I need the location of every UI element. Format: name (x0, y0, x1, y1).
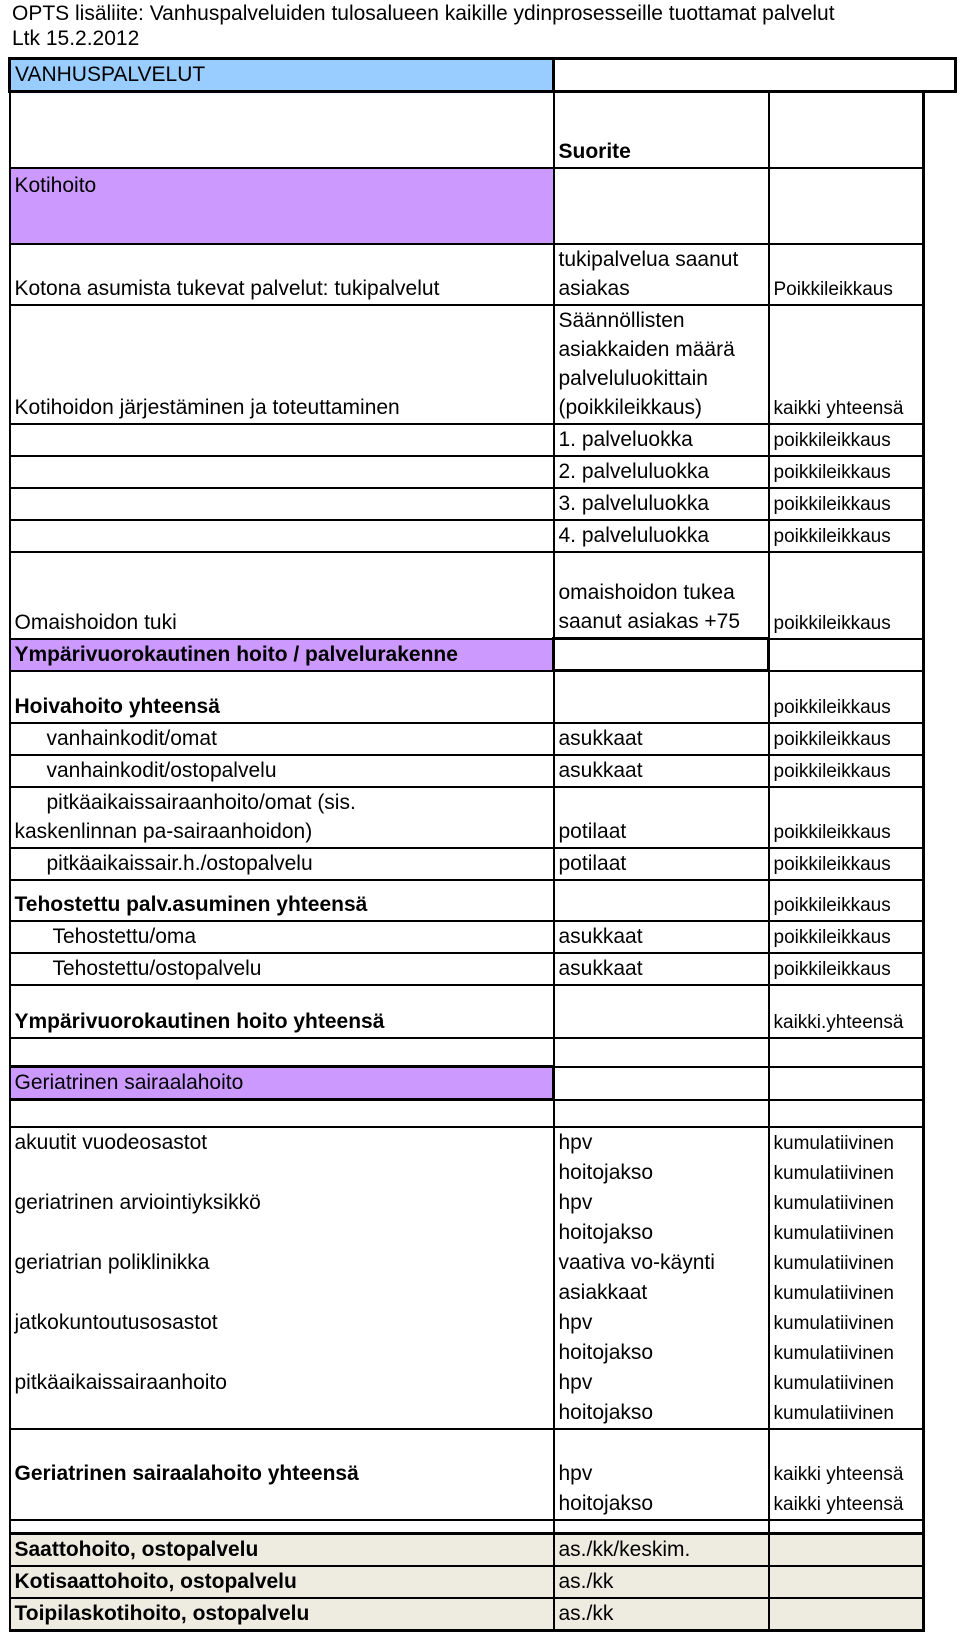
row-type: poikkileikkaus (769, 552, 924, 639)
row-suorite: asukkaat (554, 755, 769, 787)
row-type: poikkileikkaus (769, 456, 924, 488)
row-name: Kotona asumista tukevat palvelut: tukipalvelut (10, 244, 554, 305)
table-row (10, 1248, 956, 1278)
table-row (10, 880, 956, 921)
row-suorite: 4. palveluluokka (554, 520, 769, 552)
row-type: poikkileikkaus (769, 755, 924, 787)
table-row (10, 456, 956, 488)
table-row (10, 488, 956, 520)
row-type: kaikki yhteensä (769, 1429, 924, 1489)
row-type: kumulatiivinen (769, 1158, 924, 1188)
table-row (10, 244, 956, 305)
table-row (10, 168, 956, 244)
row-type: kumulatiivinen (769, 1398, 924, 1429)
row-suorite: hoitojakso (554, 1398, 769, 1429)
table-row (10, 723, 956, 755)
row-suorite: asukkaat (554, 953, 769, 985)
row-type: kumulatiivinen (769, 1278, 924, 1308)
table-row (10, 1308, 956, 1338)
row-suorite: tukipalvelua saanut asiakas (554, 244, 769, 305)
row-type: kumulatiivinen (769, 1338, 924, 1368)
row-name: Ympärivuorokautinen hoito yhteensä (10, 985, 554, 1038)
row-suorite: Säännöllisten asiakkaiden määrä palveluluokittain (poikkileikkaus) (554, 305, 769, 424)
row-type: poikkileikkaus (769, 723, 924, 755)
table-row (10, 639, 956, 671)
row-suorite: 1. palveluokka (554, 424, 769, 456)
row-type: kaikki.yhteensä (769, 985, 924, 1038)
row-name: jatkokuntoutusosastot (10, 1308, 554, 1338)
row-name: Tehostettu/ostopalvelu (10, 953, 554, 985)
table-row (10, 92, 956, 168)
section-heading-geriatrinen: Geriatrinen sairaalahoito (10, 1067, 554, 1100)
table-row (10, 1127, 956, 1158)
row-name: vanhainkodit/omat (10, 723, 554, 755)
row-type: poikkileikkaus (769, 880, 924, 921)
row-suorite: hoitojakso (554, 1489, 769, 1520)
row-name: Tehostettu/oma (10, 921, 554, 953)
table-row (10, 671, 956, 723)
row-name: akuutit vuodeosastot (10, 1127, 554, 1158)
row-type: kumulatiivinen (769, 1188, 924, 1218)
row-type: poikkileikkaus (769, 520, 924, 552)
row-type: poikkileikkaus (769, 848, 924, 880)
table-row (10, 1067, 956, 1100)
table-row (10, 1534, 956, 1567)
row-suorite: hoitojakso (554, 1338, 769, 1368)
section-heading-kotihoito: Kotihoito (10, 168, 554, 244)
row-suorite: potilaat (554, 848, 769, 880)
row-suorite: asiakkaat (554, 1278, 769, 1308)
row-suorite: hoitojakso (554, 1218, 769, 1248)
row-suorite: potilaat (554, 787, 769, 848)
row-suorite: hoitojakso (554, 1158, 769, 1188)
table-row (10, 848, 956, 880)
table-row (10, 305, 956, 424)
row-suorite: as./kk (554, 1598, 769, 1631)
row-type: kaikki yhteensä (769, 1489, 924, 1520)
row-name: Geriatrinen sairaalahoito yhteensä (10, 1429, 554, 1489)
row-suorite: hpv (554, 1429, 769, 1489)
row-suorite: 2. palveluluokka (554, 456, 769, 488)
table-row (10, 520, 956, 552)
row-name: geriatrinen arviointiyksikkö (10, 1188, 554, 1218)
table-row (10, 1158, 956, 1188)
row-type: kumulatiivinen (769, 1218, 924, 1248)
table-row (10, 1368, 956, 1398)
table-row (10, 953, 956, 985)
row-suorite: as./kk/keskim. (554, 1534, 769, 1567)
row-type: Poikkileikkaus (769, 244, 924, 305)
row-type: poikkileikkaus (769, 787, 924, 848)
row-name: Toipilaskotihoito, ostopalvelu (10, 1598, 554, 1631)
column-header-suorite: Suorite (554, 92, 769, 168)
table-row (10, 59, 956, 92)
table-row (10, 1489, 956, 1520)
table-row (10, 1566, 956, 1598)
table-row (10, 1278, 956, 1308)
services-table (8, 57, 957, 1632)
table-row (10, 424, 956, 456)
table-row (10, 1429, 956, 1489)
row-suorite: asukkaat (554, 921, 769, 953)
row-name: pitkäaikaissair.h./ostopalvelu (10, 848, 554, 880)
row-name: Kotisaattohoito, ostopalvelu (10, 1566, 554, 1598)
row-suorite: hpv (554, 1127, 769, 1158)
row-name: vanhainkodit/ostopalvelu (10, 755, 554, 787)
table-row (10, 921, 956, 953)
table-row (10, 1598, 956, 1631)
row-type: poikkileikkaus (769, 921, 924, 953)
table-row (10, 1038, 956, 1067)
row-name: pitkäaikaissairaanhoito (10, 1368, 554, 1398)
table-row (10, 1398, 956, 1429)
row-suorite: hpv (554, 1188, 769, 1218)
table-row (10, 787, 956, 848)
table-row (10, 1218, 956, 1248)
row-type: kumulatiivinen (769, 1368, 924, 1398)
row-type: poikkileikkaus (769, 424, 924, 456)
table-row (10, 1520, 956, 1534)
document-date: Ltk 15.2.2012 (12, 27, 140, 50)
table-row (10, 1338, 956, 1368)
row-type: kumulatiivinen (769, 1308, 924, 1338)
row-type: poikkileikkaus (769, 953, 924, 985)
table-row (10, 985, 956, 1038)
table-row (10, 1100, 956, 1127)
row-name: Tehostettu palv.asuminen yhteensä (10, 880, 554, 921)
row-type: kumulatiivinen (769, 1127, 924, 1158)
table-row (10, 755, 956, 787)
row-name: Hoivahoito yhteensä (10, 671, 554, 723)
table-row (10, 1188, 956, 1218)
row-type: kaikki yhteensä (769, 305, 924, 424)
row-type: poikkileikkaus (769, 671, 924, 723)
row-type: kumulatiivinen (769, 1248, 924, 1278)
row-suorite: asukkaat (554, 723, 769, 755)
row-suorite: hpv (554, 1308, 769, 1338)
row-suorite: hpv (554, 1368, 769, 1398)
row-name: Omaishoidon tuki (10, 552, 554, 639)
row-suorite: as./kk (554, 1566, 769, 1598)
row-type: poikkileikkaus (769, 488, 924, 520)
section-heading-ymparivuorokautinen: Ympärivuorokautinen hoito / palvelurakenne (10, 639, 554, 671)
document-title: OPTS lisäliite: Vanhuspalveluiden tulosalueen kaikille ydinprosesseille tuottamat palvelut (12, 2, 835, 25)
section-title-vanhuspalvelut: VANHUSPALVELUT (10, 59, 554, 92)
row-name: geriatrian poliklinikka (10, 1248, 554, 1278)
row-suorite: omaishoidon tukea saanut asiakas +75 (554, 552, 769, 639)
row-name: pitkäaikaissairaanhoito/omat (sis. kaskenlinnan pa-sairaanhoidon) (10, 787, 554, 848)
row-name: Kotihoidon järjestäminen ja toteuttaminen (10, 305, 554, 424)
table-row (10, 552, 956, 639)
row-suorite: 3. palveluluokka (554, 488, 769, 520)
row-name: Saattohoito, ostopalvelu (10, 1534, 554, 1567)
row-suorite: vaativa vo-käynti (554, 1248, 769, 1278)
